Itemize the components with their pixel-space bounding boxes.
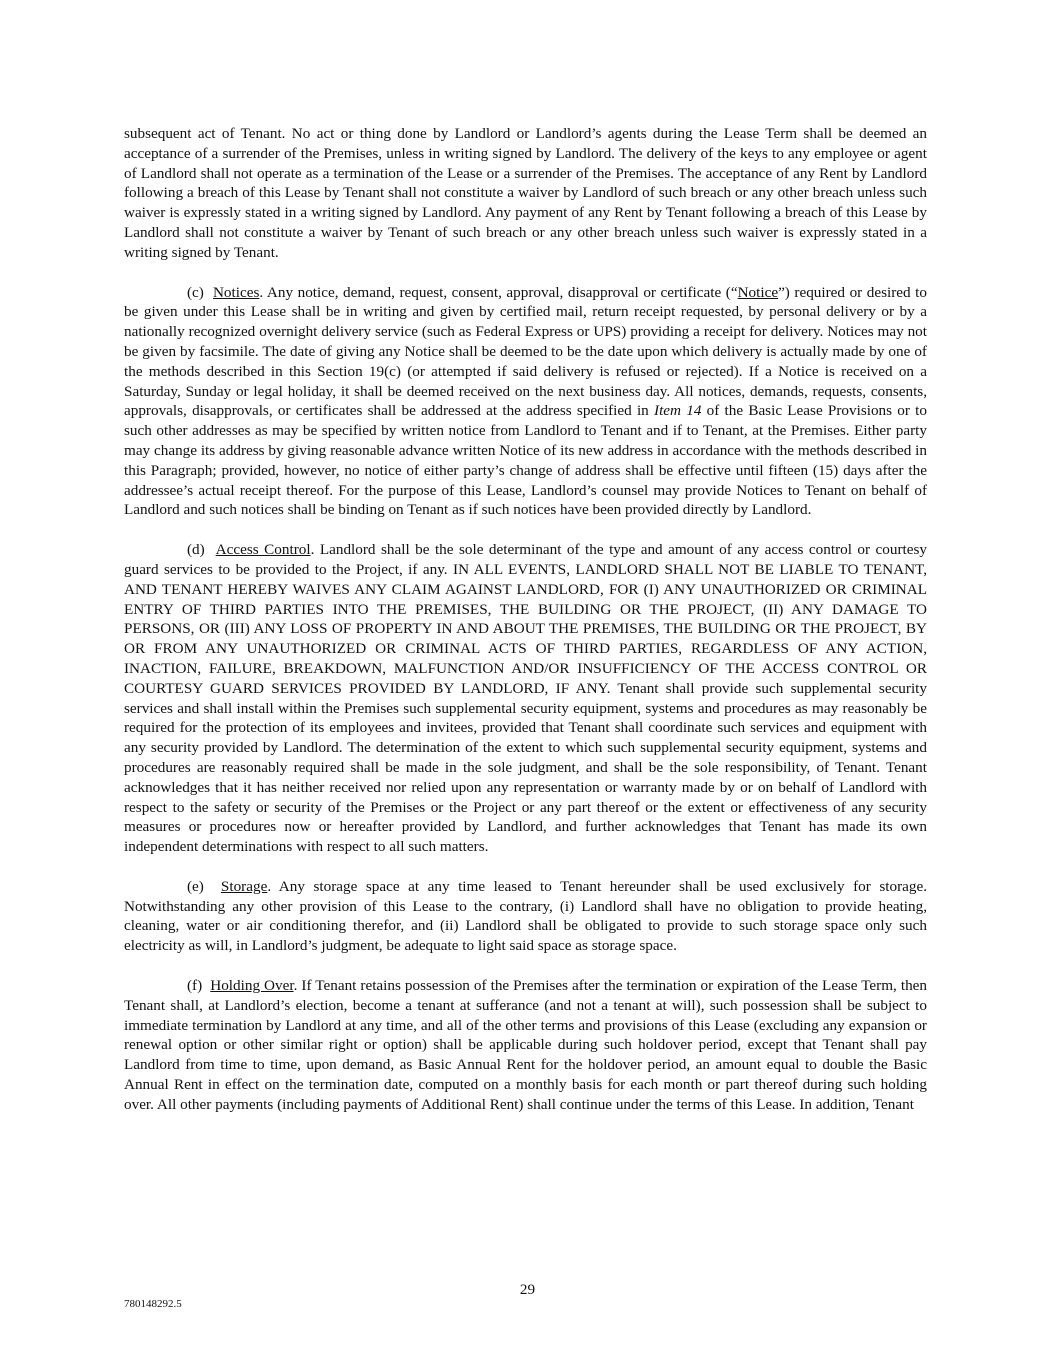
access-control-text-before-caps: . Landlord shall be the sole determinant of the type and amount of any access control or courtesy guard services to be provided to the Project, if any.: [124, 541, 928, 578]
paragraph-holding-over: [124, 976, 927, 1115]
paragraph-access-control: [124, 540, 927, 857]
notices-text-end: of the Basic Lease Provisions or to such other addresses as may be specified by written notice from Landlord to Tenant and if to Tenant, at the Premises. Either party may change its address by giving reasonable advance written Notice of its new address in accordance with the methods described in this Paragraph; provided, however, no notice of either party’s change of address shall be effective until fifteen (15) days after the addressee’s actual receipt thereof. For the purpose of this Lease, Landlord’s counsel may provide Notices to Tenant on behalf of Landlord and such notices shall be binding on Tenant as if such notices have been provided directly by Landlord.: [124, 402, 927, 519]
paragraph-storage: [124, 877, 927, 956]
storage-text: . Any storage space at any time leased to Tenant hereunder shall be used exclusively for storage. Notwithstanding any other provision of this Lease to the contrary, (i) Landlord shall have no obligation to provide heating, cleaning, water or air conditioning therefor, and (ii) Landlord shall be obligated to provide to such storage space only such electricity as will, in Landlord’s judgment, be adequate to light said space as storage space.: [124, 877, 928, 955]
notices-label: (c): [187, 283, 204, 301]
notices-text-before-defined: . Any notice, demand, request, consent, approval, disapproval or certificate (“: [259, 283, 738, 301]
access-control-text-after-caps: Tenant shall provide such supplemental security services and shall install within the Premises such supplemental security equipment, systems and procedures as may reasonably be required for the protection of its employees and invitees, provided that Tenant shall coordinate such services and equipment with any security provided by Landlord. The determination of the extent to which such supplemental security equipment, systems and procedures are reasonably required shall be made in the sole judgment, and shall be the sole responsibility, of Tenant. Tenant acknowledges that it has neither received nor relied upon any representation or warranty made by or on behalf of Landlord with respect to the safety or security of the Premises or the Project or any part thereof or the extent or effectiveness of any security measures or procedures now or hereafter provided by Landlord, and further acknowledges that Tenant has made its own independent determinations with respect to all such matters.: [124, 679, 927, 856]
holding-over-text: . If Tenant retains possession of the Premises after the termination or expiration of the Lease Term, then Tenant shall, at Landlord’s election, become a tenant at sufferance (and not a tenant at will), such possession shall be subject to immediate termination by Landlord at any time, and all of the other terms and provisions of this Lease (excluding any expansion or renewal option or other similar right or option) shall be applicable during such holdover period, except that Tenant shall pay Landlord from time to time, upon demand, as Basic Annual Rent for the holdover period, an amount equal to double the Basic Annual Rent in effect on the termination date, computed on a monthly basis for each month or part thereof during such holding over. All other payments (including payments of Additional Rent) shall continue under the terms of this Lease. In addition, Tenant: [124, 977, 928, 1113]
storage-label: (e): [187, 877, 204, 895]
notices-text-after-defined: ”) required or desired to be given under this Lease shall be in writing and given by certified mail, return receipt requested, by personal delivery or by a nationally recognized overnight delivery service (such as Federal Express or UPS) providing a receipt for delivery. Notices may not be given by facsimile. The date of giving any Notice shall be deemed to be the date upon which delivery is actually made by one of the methods described in this Section 19(c) (or attempted if said delivery is refused or rejected). If a Notice is received on a Saturday, Sunday or legal holiday, it shall be deemed received on the next business day. All notices, demands, requests, consents, approvals, disapprovals, or certificates shall be addressed at the address specified in: [124, 283, 927, 420]
access-control-waiver-caps: IN ALL EVENTS, LANDLORD SHALL NOT BE LIABLE TO TENANT, AND TENANT HEREBY WAIVES ANY CLAIM AGAINST LANDLORD, FOR (I) ANY UNAUTHORIZED OR CRIMINAL ENTRY OF THIRD PARTIES INTO THE PREMISES, THE BUILDING OR THE PROJECT, (II) ANY DAMAGE TO PERSONS, OR (III) ANY LOSS OF PROPERTY IN AND ABOUT THE PREMISES, THE BUILDING OR THE PROJECT, BY OR FROM ANY UNAUTHORIZED OR CRIMINAL ACTS OF THIRD PARTIES, REGARDLESS OF ANY ACTION, INACTION, FAILURE, BREAKDOWN, MALFUNCTION AND/OR INSUFFICIENCY OF THE ACCESS CONTROL OR COURTESY GUARD SERVICES PROVIDED BY LANDLORD, IF ANY.: [124, 560, 927, 697]
notices-heading: Notices: [212, 283, 260, 301]
paragraph-notices: [124, 283, 927, 521]
page-number: 29: [519, 1281, 536, 1298]
holding-over-heading: Holding Over: [210, 977, 294, 995]
notices-defined-term: Notice: [737, 283, 779, 301]
document-body: [124, 124, 927, 1135]
access-control-label: (d): [187, 541, 205, 559]
paragraph-intro: [124, 124, 927, 263]
storage-heading: Storage: [220, 877, 268, 895]
document-id: 780148292.5: [124, 1298, 182, 1310]
notices-item-reference: Item 14: [654, 402, 702, 420]
holding-over-label: (f): [187, 977, 203, 995]
access-control-heading: Access Control: [215, 541, 311, 559]
intro-text: subsequent act of Tenant. No act or thing done by Landlord or Landlord’s agents during the Lease Term shall be deemed an acceptance of a surrender of the Premises, unless in writing signed by Landlord. The delivery of the keys to any employee or agent of Landlord shall not operate as a termination of the Lease or a surrender of the Premises. The acceptance of any Rent by Landlord following a breach of this Lease by Tenant shall not constitute a waiver by Landlord of such breach or any other breach unless such waiver is expressly stated in a writing signed by Landlord. Any payment of any Rent by Tenant following a breach of this Lease by Landlord shall not constitute a waiver by Tenant of such breach or any other breach unless such waiver is expressly stated in a writing signed by Tenant.: [124, 125, 927, 261]
